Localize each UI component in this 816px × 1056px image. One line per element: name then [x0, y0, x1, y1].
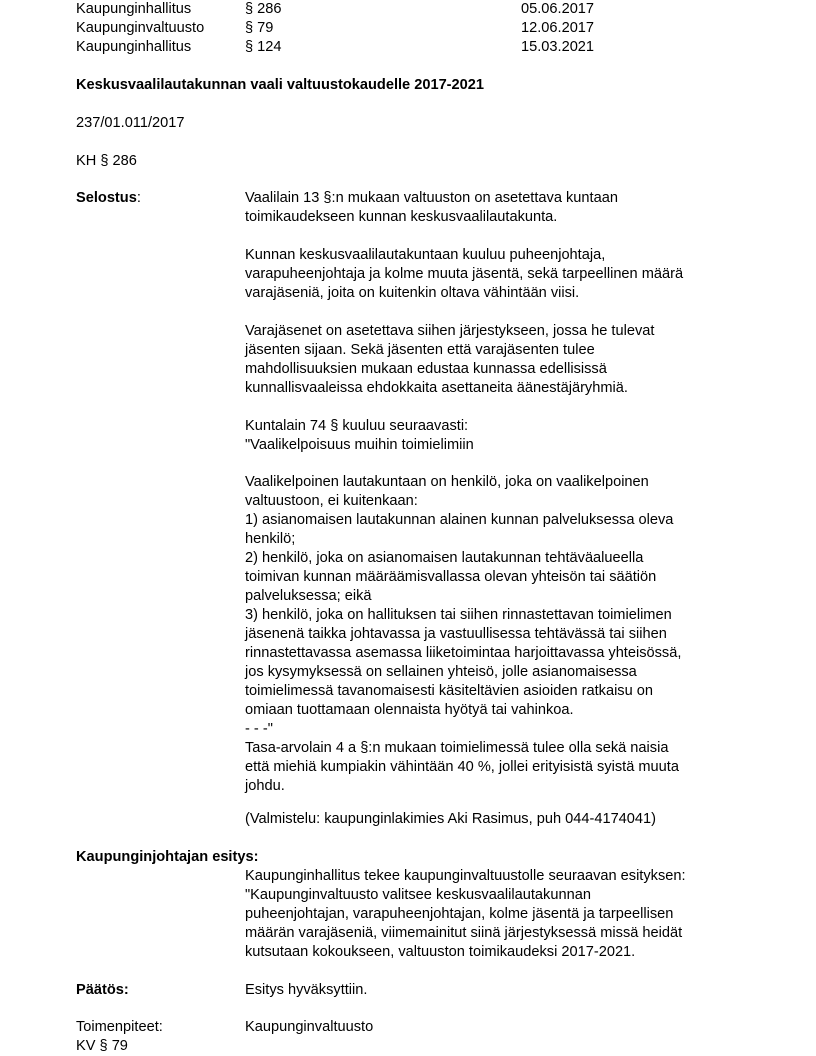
history-date: 12.06.2017: [521, 20, 595, 36]
history-body: Kaupunginhallitus: [76, 39, 192, 55]
actions-text: Kaupunginvaltuusto: [245, 1019, 374, 1035]
history-body: Kaupunginhallitus: [76, 1, 192, 17]
history-date: 05.06.2017: [521, 1, 595, 17]
decision-text: Esitys hyväksyttiin.: [245, 982, 368, 998]
actions-label: Toimenpiteet:: [76, 1019, 163, 1035]
preparer-note: (Valmistelu: kaupunginlakimies Aki Rasimus, puh 044-4174041): [245, 811, 657, 827]
selostus-paragraph-3: Varajäsenet on asetettava siihen järjestykseen, jossa he tulevat jäsenten sijaan. Sekä jäsenten että varajäsenten tulee mahdollisuuksien mukaan edustaa kunnassa edellisissä kunnallisvaaleissa ehdokkaita asettaneita äänestäjäryhmiä.: [245, 323, 655, 396]
document-title: Keskusvaalilautakunnan vaali valtuustokaudelle 2017-2021: [76, 77, 485, 93]
history-section: § 124: [245, 39, 282, 55]
selostus-paragraph-1: Vaalilain 13 §:n mukaan valtuuston on asetettava kuntaan toimikaudekseen kunnan keskusvaalilautakunta.: [245, 190, 618, 225]
selostus-paragraph-5: Vaalikelpoinen lautakuntaan on henkilö, joka on vaalikelpoinen valtuustoon, ei kuitenkaan: 1) asianomaisen lautakunnan alainen kunnan palveluksessa oleva henkilö; 2) henkilö, joka on asianomaisen lautakunnan tehtäväalueella toimivan kunnan määräämisvallassa olevan yhteisön tai säätiön palveluksessa; eikä 3) henkilö, joka on hallituksen tai siihen rinnastettavan toimielimen jäsenenä taikka johtavassa ja vastuullisessa tehtävässä tai siihen rinnastettavassa asemassa liiketoimintaa harjoittavassa yhteisössä, jos kysymyksessä on sellainen yhteisö, jolle asianomaisessa toimielimessä tavanomaisesti käsiteltävien asioiden ratkaisu on omiaan tuottamaan olennaista hyötyä tai vahinkoa. - - -" Tasa-arvolain 4 a §:n mukaan toimielimessä tulee olla sekä naisia että miehiä kumpiakin vähintään 40 %, jollei erityisistä syistä muuta johdu.: [245, 474, 682, 794]
selostus-label: Selostus: [76, 190, 137, 206]
history-section: § 286: [245, 1, 282, 17]
diary-number: 237/01.011/2017: [76, 115, 185, 131]
history-section: § 79: [245, 20, 274, 36]
next-section-reference: KV § 79: [76, 1038, 128, 1054]
section-reference: KH § 286: [76, 153, 137, 169]
selostus-paragraph-2: Kunnan keskusvaalilautakuntaan kuuluu puheenjohtaja, varapuheenjohtaja ja kolme muuta jäsentä, sekä tarpeellinen määrä varajäseniä, joita on kuitenkin oltava vähintään viisi.: [245, 247, 684, 301]
selostus-colon: :: [136, 190, 141, 206]
selostus-heading: [76, 189, 141, 208]
history-body: Kaupunginvaltuusto: [76, 20, 205, 36]
proposal-text: Kaupunginhallitus tekee kaupunginvaltuustolle seuraavan esityksen: "Kaupunginvaltuusto valitsee keskusvaalilautakunnan puheenjohtajan, varapuheenjohtajan, kolme jäsentä ja tarpeellisen määrän varajäseniä, viimemainitut siinä järjestyksessä missä heidät kutsutaan kokoukseen, valtuuston toimikaudeksi 2017-2021.: [245, 868, 686, 960]
decision-label: Päätös:: [76, 982, 129, 998]
selostus-paragraph-4: Kuntalain 74 § kuuluu seuraavasti: "Vaalikelpoisuus muihin toimielimiin: [245, 418, 474, 453]
history-date: 15.03.2021: [521, 39, 595, 55]
proposal-label: Kaupunginjohtajan esitys:: [76, 849, 259, 865]
